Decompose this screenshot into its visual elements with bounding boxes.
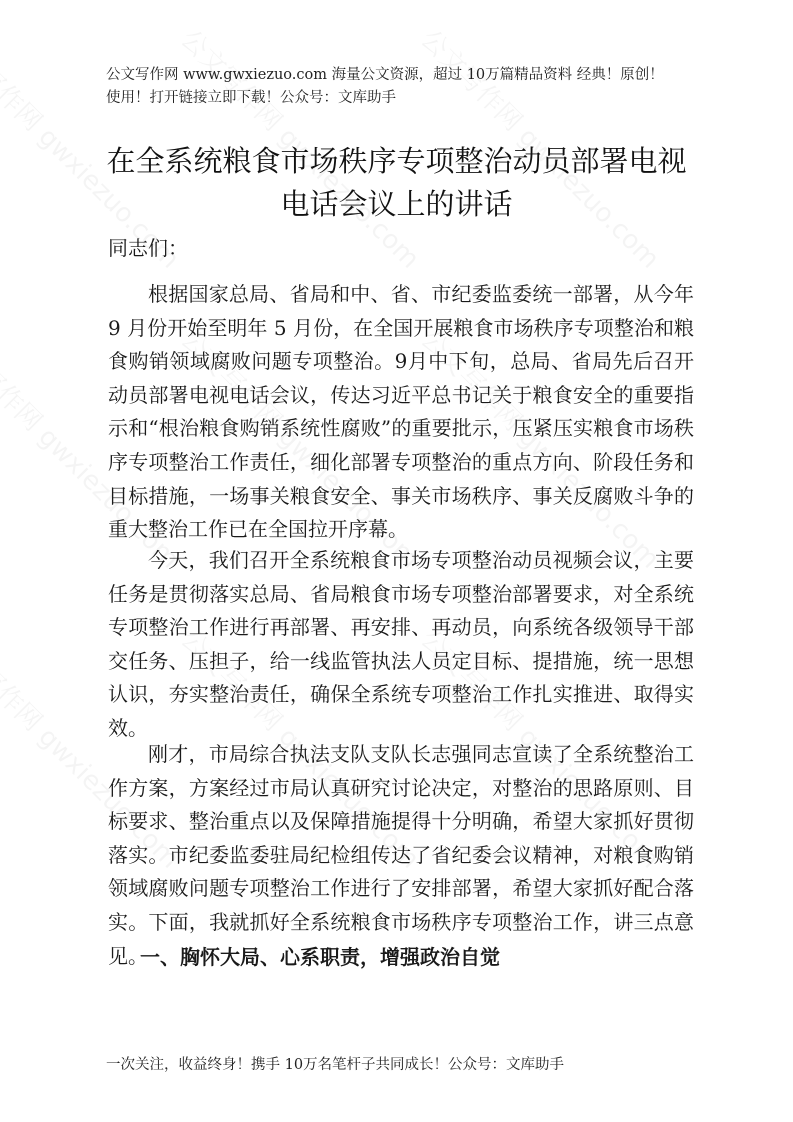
greeting: 同志们： — [108, 236, 188, 260]
page-title — [100, 140, 693, 226]
body-paragraph-3: 刚才，市局综合执法支队支队长志强同志宣读了全系统整治工作方案，方案经过市局认真研究讨论决定，对整治的思路原则、目标要求、整治重点以及保障措施提得十分明确，希望大家抓好贯彻落实。市纪委监委驻局纪检组传达了省纪委会议精神，对粮食购销领域腐败问题专项整治工作进行了安排部署，希望大家抓好配合落实。下面，我就抓好全系统粮食市场秩序专项整治工作，讲三点意见。 — [108, 742, 694, 968]
footer-note: 一次关注，收益终身！携手 10万名笔杆子共同成长！公众号：文库助手 — [106, 1057, 565, 1073]
body-paragraph-2: 今天，我们召开全系统粮食市场专项整治动员视频会议，主要任务是贯彻落实总局、省局粮食市场专项整治部署要求，对全系统专项整治工作进行再部署、再安排、再动员，向系统各级领导干部交任务、压担子，给一线监管执法人员定目标、提措施，统一思想认识，夯实整治责任，确保全系统专项整治工作扎实推进、取得实效。 — [108, 548, 694, 740]
header-line-1: 公文写作网 www.gwxiezuo.com 海量公文资源，超过 10万篇精品资料 经典！原创！ — [106, 67, 664, 83]
header-note — [106, 64, 706, 110]
title-line-1: 在全系统粮食市场秩序专项整治动员部署电视 — [106, 144, 687, 178]
section-heading: 一、胸怀大局、心系职责，增强政治自觉 — [140, 945, 500, 969]
body-paragraph-1: 根据国家总局、省局和中、省、市纪委监委统一部署，从今年 9 月份开始至明年 5 月份，在全国开展粮食市场秩序专项整治和粮食购销领域腐败问题专项整治。9月中下旬，总局、省局先后召开动员部署电视电话会议，传达习近平总书记关于粮食安全的重要指示和“根治粮食购销系统性腐败”的重要批示，压紧压实粮食市场秩序专项整治工作责任，细化部署专项整治的重点方向、阶段任务和目标措施，一场事关粮食安全、事关市场秩序、事关反腐败斗争的重大整治工作已在全国拉开序幕。 — [108, 282, 694, 542]
title-line-2: 电话会议上的讲话 — [280, 187, 513, 221]
header-line-2: 使用！打开链接立即下载！公众号：文库助手 — [106, 90, 396, 106]
